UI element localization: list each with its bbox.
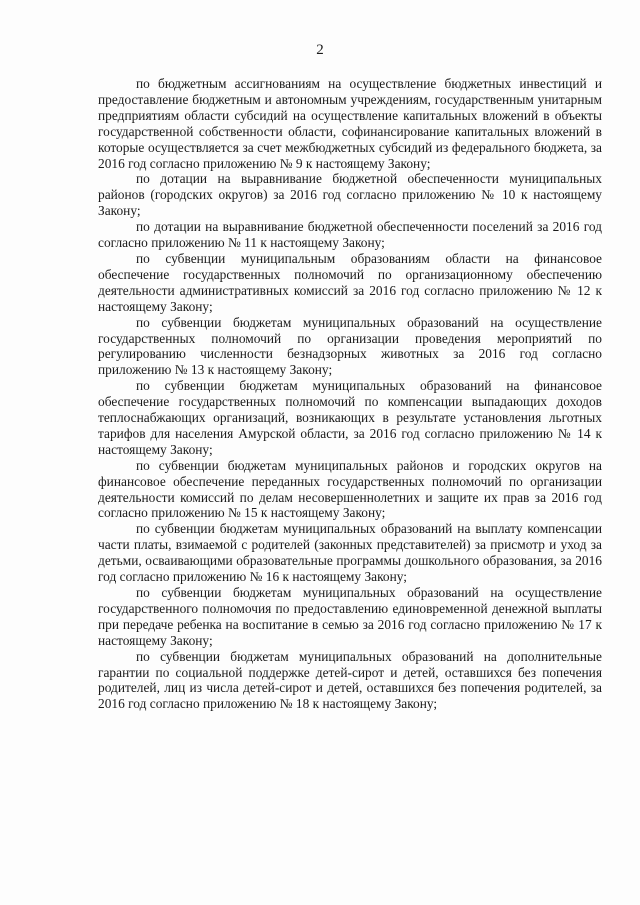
paragraph: по субвенции бюджетам муниципальных образований на дополнительные гарантии по социальной поддержке детей-сирот и детей, оставшихся без попечения родителей, лиц из числа детей-сирот и детей, оставшихся без попечения родителей, за 2016 год согласно приложению № 18 к настоящему Закону;: [98, 648, 602, 712]
paragraph: по бюджетным ассигнованиям на осуществление бюджетных инвестиций и предоставление бюджетным и автономным учреждениям, государственным унитарным предприятиям области субсидий на осуществление капитальных вложений в объекты государственной собственности области, софинансирование капитальных вложений в которые осуществляется за счет межбюджетных субсидий из федерального бюджета, за 2016 год согласно приложению № 9 к настоящему Закону;: [98, 76, 602, 171]
paragraph: по дотации на выравнивание бюджетной обеспеченности поселений за 2016 год согласно приложению № 11 к настоящему Закону;: [98, 219, 602, 251]
paragraph: по субвенции муниципальным образованиям области на финансовое обеспечение государственных полномочий по организационному обеспечению деятельности административных комиссий за 2016 год согласно приложению № 12 к настоящему Закону;: [98, 250, 602, 314]
paragraph: по дотации на выравнивание бюджетной обеспеченности муниципальных районов (городских округов) за 2016 год согласно приложению № 10 к настоящему Закону;: [98, 171, 602, 219]
page-number: 2: [316, 42, 324, 58]
paragraph: по субвенции бюджетам муниципальных образований на осуществление государственных полномочий по организации проведения мероприятий по регулированию численности безнадзорных животных за 2016 год согласно приложению № 13 к настоящему Закону;: [98, 314, 602, 378]
document-body: [98, 76, 602, 712]
paragraph: по субвенции бюджетам муниципальных районов и городских округов на финансовое обеспечение переданных государственных полномочий по организации деятельности комиссий по делам несовершеннолетних и защите их прав за 2016 год согласно приложению № 15 к настоящему Закону;: [98, 457, 602, 521]
paragraph: по субвенции бюджетам муниципальных образований на выплату компенсации части платы, взимаемой с родителей (законных представителей) за присмотр и уход за детьми, осваивающими образовательные программы дошкольного образования, за 2016 год согласно приложению № 16 к настоящему Закону;: [98, 521, 602, 585]
paragraph: по субвенции бюджетам муниципальных образований на осуществление государственного полномочия по предоставлению единовременной денежной выплаты при передаче ребенка на воспитание в семью за 2016 год согласно приложению № 17 к настоящему Закону;: [98, 585, 602, 648]
paragraph: по субвенции бюджетам муниципальных образований на финансовое обеспечение государственных полномочий по компенсации выпадающих доходов теплоснабжающих организаций, возникающих в результате установления льготных тарифов для населения Амурской области, за 2016 год согласно приложению № 14 к настоящему Закону;: [98, 378, 602, 457]
